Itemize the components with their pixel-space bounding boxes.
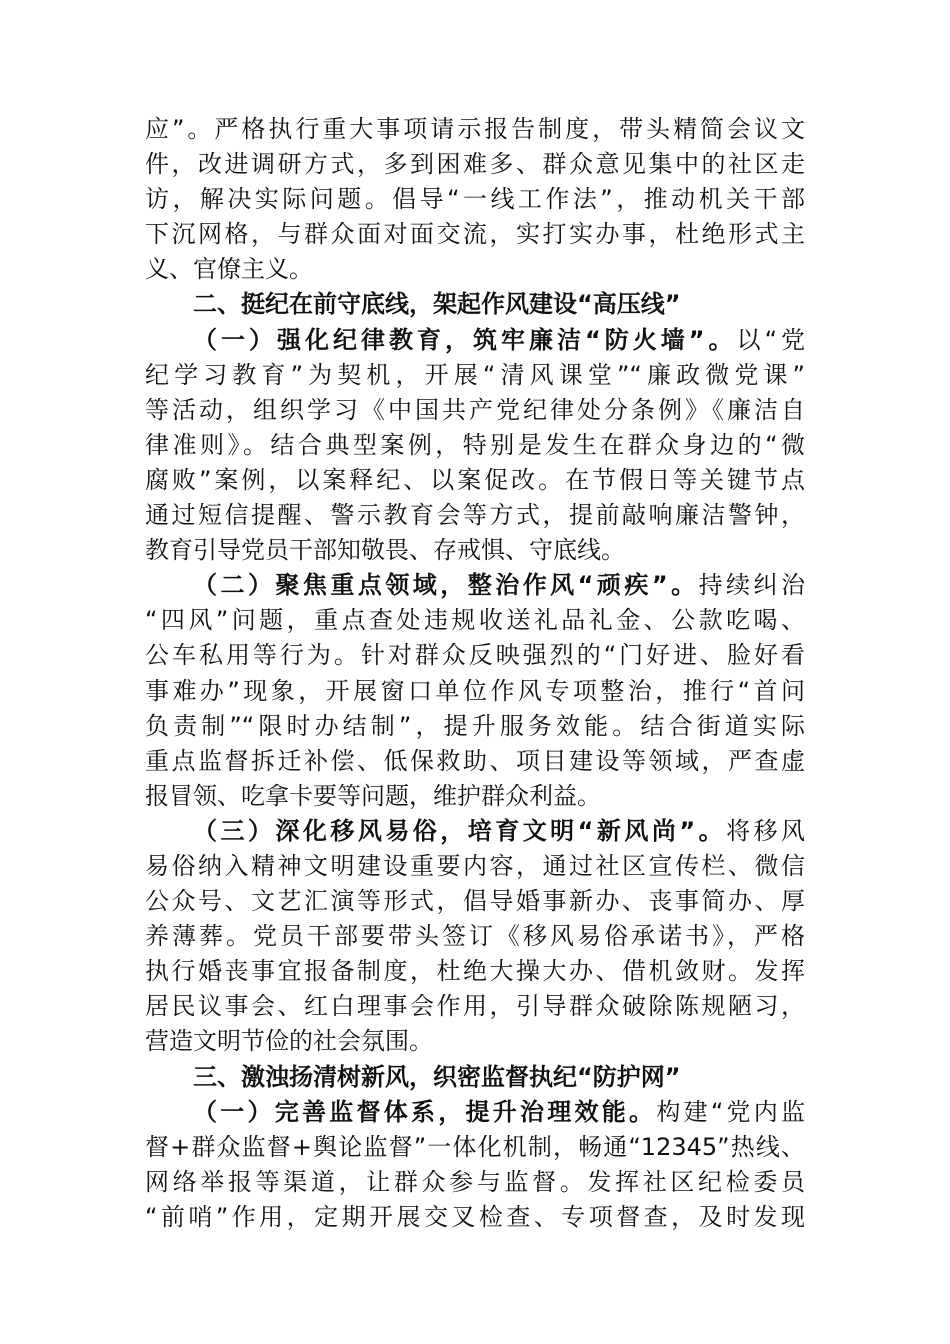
text-line: 网络举报等渠道，让群众参与监督。发挥社区纪检委员 xyxy=(145,1167,805,1196)
text-line: 负责制”“限时办结制”，提升服务效能。结合街道实际 xyxy=(145,711,805,740)
text-line: 纪学习教育”为契机，开展“清风课堂”“廉政微党课” xyxy=(145,360,805,389)
text-line: 易俗纳入精神文明建设重要内容，通过社区宣传栏、微信 xyxy=(145,851,805,880)
text-line: 等活动，组织学习《中国共产党纪律处分条例》《廉洁自 xyxy=(145,395,805,424)
text-line: 养薄葬。党员干部要带头签订《移风易俗承诺书》，严格 xyxy=(145,922,805,951)
text-line: 件，改进调研方式，多到困难多、群众意见集中的社区走 xyxy=(145,150,805,179)
text-line: “前哨”作用，定期开展交叉检查、专项督查，及时发现 xyxy=(145,1202,805,1231)
text-line: 执行婚丧事宜报备制度，杜绝大操大办、借机敛财。发挥 xyxy=(145,957,805,986)
text-line: 律准则》。结合典型案例，特别是发生在群众身边的“微 xyxy=(145,430,805,459)
subsection-title: （二）聚焦重点领域，整治作风“顽疾”。 xyxy=(193,571,699,600)
section-heading-2: 二、挺纪在前守底线，架起作风建设“高压线” xyxy=(193,290,681,319)
text-line: 教育引导党员干部知敬畏、存戒惧、守底线。 xyxy=(145,536,625,565)
text-line: 通过短信提醒、警示教育会等方式，提前敲响廉洁警钟， xyxy=(145,501,805,530)
text-line: 应”。严格执行重大事项请示报告制度，带头精简会议文 xyxy=(145,115,805,143)
text-line: 居民议事会、红白理事会作用，引导群众破除陈规陋习， xyxy=(145,992,805,1021)
paragraph-first-line xyxy=(145,568,805,603)
text-line: 访，解决实际问题。倡导“一线工作法”，推动机关干部 xyxy=(145,185,805,214)
text-line: 公车私用等行为。针对群众反映强烈的“门好进、脸好看 xyxy=(145,641,805,670)
text-line: 报冒领、吃拿卡要等问题，维护群众利益。 xyxy=(145,781,601,810)
text-fragment: 构建“党内监 xyxy=(656,1097,805,1126)
text-line: 公众号、文艺汇演等形式，倡导婚事新办、丧事简办、厚 xyxy=(145,887,805,916)
subsection-title: （一）完善监督体系，提升治理效能。 xyxy=(193,1097,657,1126)
text-fragment: 以“党 xyxy=(736,325,805,354)
text-line: 腐败”案例，以案释纪、以案促改。在节假日等关键节点 xyxy=(145,465,805,494)
document-body xyxy=(145,112,805,1235)
paragraph-first-line xyxy=(145,323,805,358)
text-line: 营造文明节俭的社会氛围。 xyxy=(145,1027,433,1056)
paragraph-first-line xyxy=(145,814,805,849)
text-line: 重点监督拆迁补偿、低保救助、项目建设等领域，严查虚 xyxy=(145,746,805,775)
text-line: 义、官僚主义。 xyxy=(145,255,313,284)
text-line: “四风”问题，重点查处违规收送礼品礼金、公款吃喝、 xyxy=(145,606,805,635)
text-line: 事难办”现象，开展窗口单位作风专项整治，推行“首问 xyxy=(145,676,805,705)
section-heading-3: 三、激浊扬清树新风，织密监督执纪“防护网” xyxy=(193,1062,681,1091)
text-line: 督+群众监督+舆论监督”一体化机制，畅通“12345”热线、 xyxy=(145,1132,805,1161)
text-fragment: 将移风 xyxy=(726,816,805,845)
text-fragment: 持续纠治 xyxy=(698,571,805,600)
text-line: 下沉网格，与群众面对面交流，实打实办事，杜绝形式主 xyxy=(145,220,805,249)
subsection-title: （三）深化移风易俗，培育文明“新风尚”。 xyxy=(193,816,727,845)
paragraph-first-line xyxy=(145,1095,805,1130)
subsection-title: （一）强化纪律教育，筑牢廉洁“防火墙”。 xyxy=(193,325,737,354)
